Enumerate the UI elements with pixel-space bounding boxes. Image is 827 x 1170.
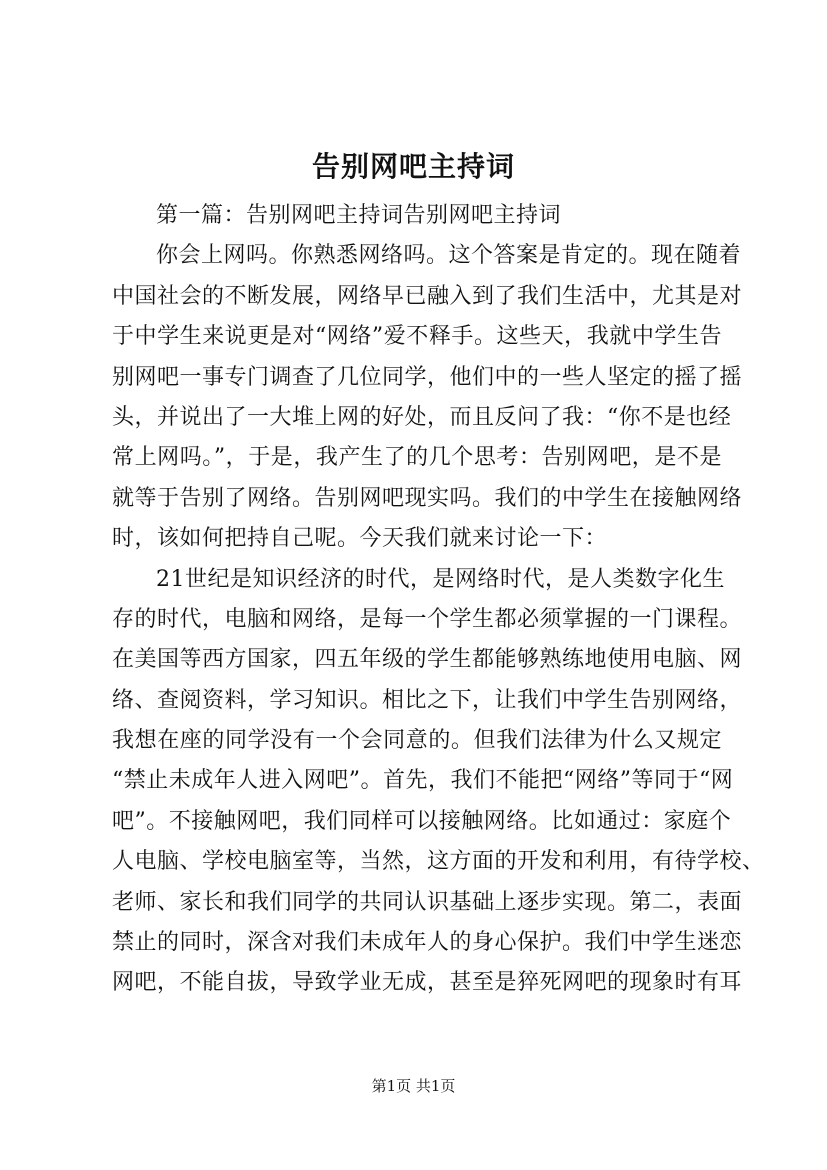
paragraph-line: 常上网吗。”，于是，我产生了的几个思考：告别网吧，是不是	[112, 445, 722, 471]
paragraph-line: 中国社会的不断发展，网络早已融入到了我们生活中，尤其是对	[112, 283, 743, 309]
paragraph-line: 别网吧一事专门调查了几位同学，他们中的一些人坚定的摇了摇	[112, 364, 743, 390]
page-footer: 第1页 共1页	[371, 1077, 456, 1095]
paragraph-line: 网吧，不能自拔，导致学业无成，甚至是猝死网吧的现象时有耳	[112, 970, 743, 996]
paragraph-line: “禁止未成年人进入网吧”。首先，我们不能把“网络”等同于“网	[112, 768, 734, 794]
paragraph-line: 存的时代，电脑和网络，是每一个学生都必须掌握的一门课程。	[112, 606, 743, 632]
paragraph-line: 吧”。不接触网吧，我们同样可以接触网络。比如通过：家庭个	[112, 808, 732, 834]
section-heading: 第一篇：告别网吧主持词告别网吧主持词	[156, 203, 562, 228]
paragraph-line: 人电脑、学校电脑室等，当然，这方面的开发和利用，有待学校、	[112, 849, 765, 875]
paragraph-line: 于中学生来说更是对“网络”爱不释手。这些天，我就中学生告	[112, 324, 722, 350]
document-title: 告别网吧主持词	[311, 150, 515, 183]
paragraph-line: 就等于告别了网络。告别网吧现实吗。我们的中学生在接触网络	[112, 485, 743, 511]
paragraph-line: 在美国等西方国家，四五年级的学生都能够熟练地使用电脑、网	[112, 647, 743, 673]
paragraph-line: 禁止的同时，深含对我们未成年人的身心保护。我们中学生迷恋	[112, 930, 743, 956]
paragraph-line: 21世纪是知识经济的时代，是网络时代，是人类数字化生	[156, 566, 725, 592]
document-body	[112, 196, 765, 1004]
paragraph-line: 时，该如何把持自己呢。今天我们就来讨论一下：	[112, 526, 608, 552]
paragraph-line: 老师、家长和我们同学的共同认识基础上逐步实现。第二，表面	[112, 889, 743, 915]
paragraph-line: 头，并说出了一大堆上网的好处，而且反问了我：“你不是也经	[112, 404, 732, 430]
paragraph-line: 络、查阅资料，学习知识。相比之下，让我们中学生告别网络，	[112, 687, 743, 713]
paragraph-line: 你会上网吗。你熟悉网络吗。这个答案是肯定的。现在随着	[156, 243, 742, 269]
paragraph-line: 我想在座的同学没有一个会同意的。但我们法律为什么又规定	[112, 728, 722, 754]
